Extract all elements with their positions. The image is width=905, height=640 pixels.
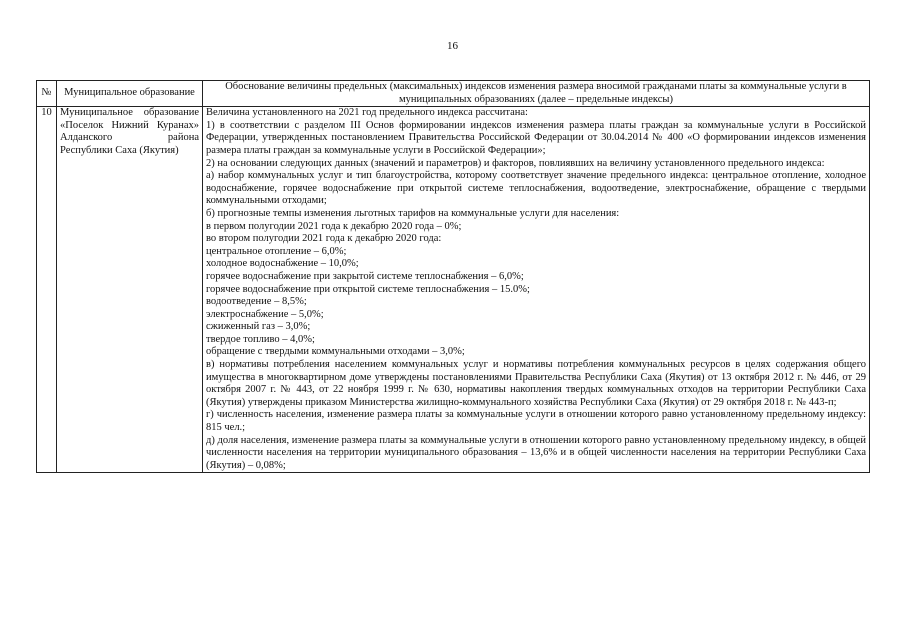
paragraph: д) доля населения, изменение размера платы за коммунальные услуги в отношении которого равно установленному предельному индексу, в общей численности населения на территории муниципального образования – 13,6% и в общей численности населения на территории Республики Саха (Якутия) – 0,08%; bbox=[206, 434, 866, 471]
row-municipality: Муниципальное образование «Поселок Нижний Куранах» Алданского района Республики Саха (Якутия) bbox=[57, 107, 203, 473]
paragraph: 2) на основании следующих данных (значений и параметров) и факторов, повлиявших на величину установленного предельного индекса: bbox=[206, 157, 825, 169]
header-justification: Обоснование величины предельных (максимальных) индексов изменения размера вносимой гражданами платы за коммунальные услуги в муниципальных образованиях (далее – предельные индексы) bbox=[203, 81, 870, 107]
paragraph: в) нормативы потребления населением коммунальных услуг и нормативы потребления коммунальных ресурсов в целях содержания общего имущества в многоквартирном доме утверждены постановлениями Правительства Республики Саха (Якутия) от 13 октября 2012 г. № 446, от 29 октября 2007 г. № 443, от 22 ноября 1999 г. № 630, нормативы накопления твердых коммунальных отходов на территории Республики Саха (Якутия) утверждены приказом Министерства жилищно-коммунального хозяйства Республики Саха (Якутия) от 29 октября 2018 г. № 443-п; bbox=[206, 359, 866, 408]
tariff-index-table bbox=[36, 80, 870, 473]
paragraph: б) прогнозные темпы изменения льготных тарифов на коммунальные услуги для населения: bbox=[206, 207, 620, 219]
paragraph: а) набор коммунальных услуг и тип благоустройства, которому соответствует значение предельного индекса: центральное отопление, холодное водоснабжение, горячее водоснабжение при открытой системе теплоснабжения, водоотведение, электроснабжение, обращение с твердыми коммунальными отходами; bbox=[206, 170, 866, 207]
paragraph: электроснабжение – 5,0%; bbox=[206, 308, 324, 320]
header-number: № bbox=[37, 81, 57, 107]
paragraph: горячее водоснабжение при закрытой системе теплоснабжения – 6,0%; bbox=[206, 270, 524, 282]
paragraph: Величина установленного на 2021 год предельного индекса рассчитана: bbox=[206, 107, 528, 119]
paragraph: обращение с твердыми коммунальными отходами – 3,0%; bbox=[206, 346, 465, 358]
paragraph: в первом полугодии 2021 года к декабрю 2020 года – 0%; bbox=[206, 220, 462, 232]
table-header-row bbox=[37, 81, 870, 107]
paragraph: твердое топливо – 4,0%; bbox=[206, 333, 315, 345]
row-justification bbox=[203, 107, 870, 473]
paragraph: горячее водоснабжение при открытой системе теплоснабжения – 15.0%; bbox=[206, 283, 530, 295]
paragraph: во втором полугодии 2021 года к декабрю 2020 года: bbox=[206, 233, 442, 245]
paragraph: центральное отопление – 6,0%; bbox=[206, 245, 347, 257]
row-number: 10 bbox=[37, 107, 57, 473]
paragraph: 1) в соответствии с разделом III Основ формировании индексов изменения размера платы граждан за коммунальные услуги в Российской Федерации, утвержденных постановлением Правительства Российской Федерации от 30.04.2014 № 400 «О формировании индексов изменения размера платы граждан за коммунальные услуги в Российской Федерации»; bbox=[206, 119, 866, 156]
page-number: 16 bbox=[447, 40, 458, 52]
table-row bbox=[37, 107, 870, 473]
paragraph: холодное водоснабжение – 10,0%; bbox=[206, 258, 359, 270]
header-municipality: Муниципальное образование bbox=[57, 81, 203, 107]
paragraph: сжиженный газ – 3,0%; bbox=[206, 321, 311, 333]
paragraph: водоотведение – 8,5%; bbox=[206, 296, 307, 308]
paragraph: г) численность населения, изменение размера платы за коммунальные услуги в отношении которого равно установленному предельному индексу: 815 чел.; bbox=[206, 409, 866, 434]
